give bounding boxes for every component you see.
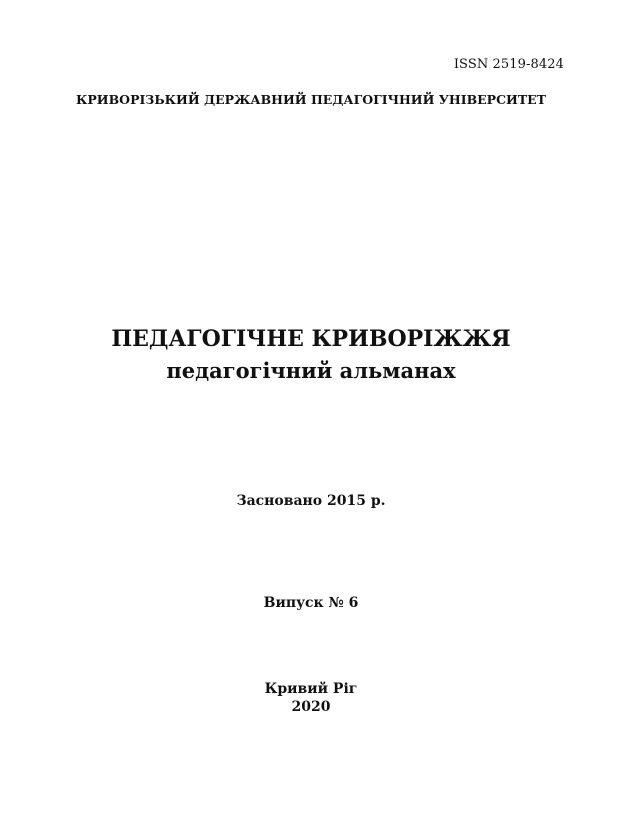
publication-city: Кривий Ріг: [264, 681, 358, 697]
university-name: КРИВОРІЗЬКИЙ ДЕРЖАВНИЙ ПЕДАГОГІЧНИЙ УНІВЕРСИТЕТ: [76, 92, 546, 107]
publication-year: 2020: [291, 699, 331, 715]
founded-year: Засновано 2015 р.: [236, 493, 386, 509]
issn-number: ISSN 2519-8424: [453, 57, 564, 72]
issue-number: Випуск № 6: [263, 595, 359, 611]
publication-title: ПЕДАГОГІЧНЕ КРИВОРІЖЖЯ: [111, 326, 511, 352]
publication-subtitle: педагогічний альманах: [166, 358, 456, 383]
